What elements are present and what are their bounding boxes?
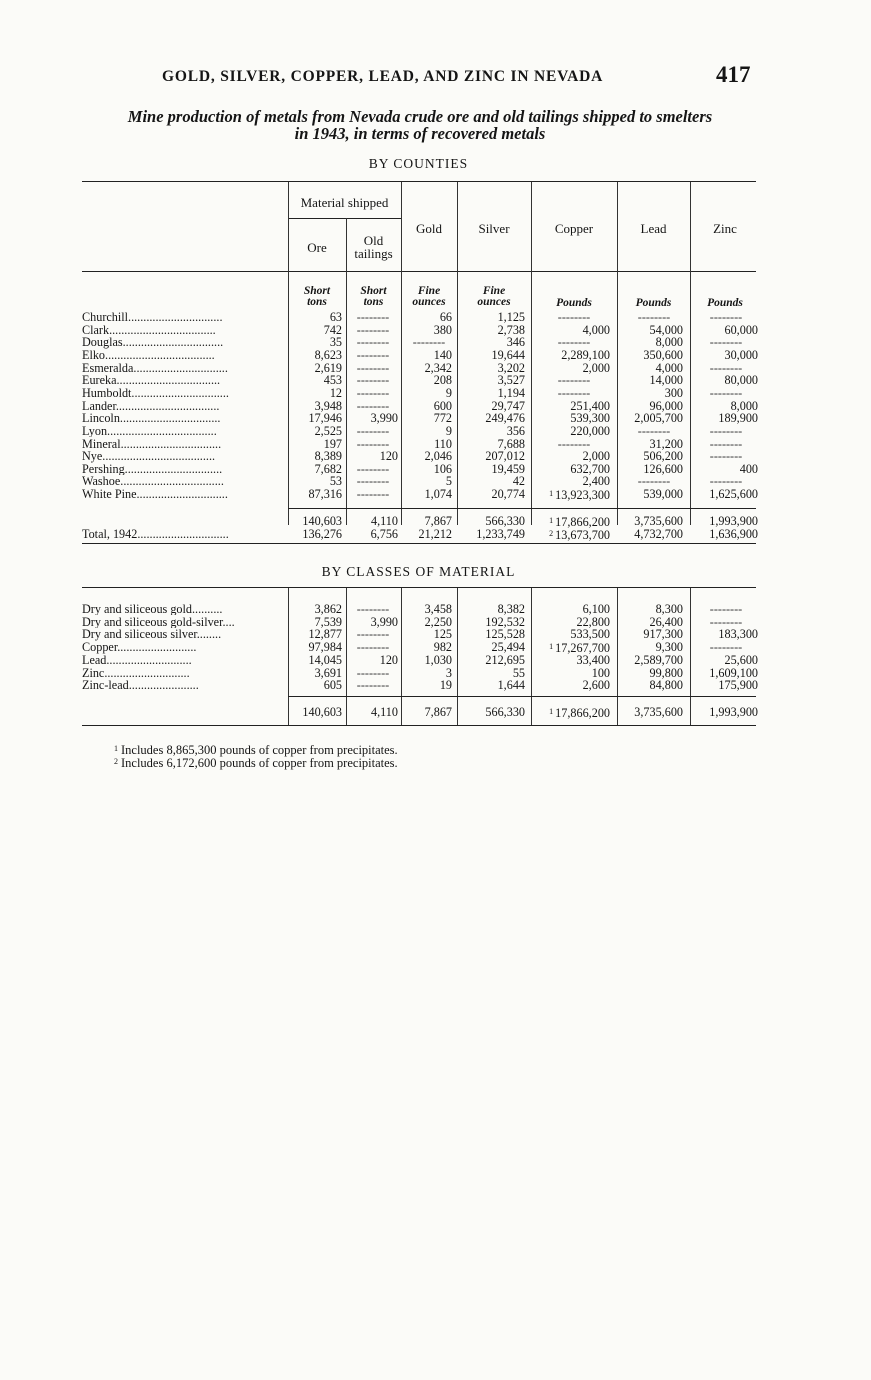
empty-cell-dashes: -------- <box>356 678 390 693</box>
cell-gold: 19 <box>439 678 452 693</box>
row-label: Humboldt................................ <box>82 386 229 400</box>
cell-gold: 5 <box>445 474 452 489</box>
cell-lead: 31,200 <box>649 436 683 451</box>
empty-cell-dashes: -------- <box>356 398 390 413</box>
cell-ore: 53 <box>329 474 342 489</box>
row-label: Churchill............................... <box>82 311 223 324</box>
cell-lead: 26,400 <box>649 614 683 629</box>
cell-zinc: 1,993,900 <box>709 514 758 528</box>
footnote-2-text: Includes 6,172,600 pounds of copper from precipitates. <box>121 756 398 770</box>
cell-ore: 3,691 <box>314 665 342 680</box>
footnote-ref: 1 <box>549 707 554 716</box>
cell-ore: 14,045 <box>308 652 342 667</box>
footnote-ref: 1 <box>549 489 554 499</box>
cell-zinc: 1,636,900 <box>709 527 758 541</box>
empty-cell-dashes: -------- <box>709 614 743 629</box>
cell-lead: 126,600 <box>643 461 683 476</box>
empty-cell-dashes: -------- <box>557 436 591 451</box>
table-row <box>82 311 762 323</box>
empty-cell-dashes: -------- <box>356 474 390 489</box>
cell-value: 17,866,200 <box>555 706 610 720</box>
cell-copper: 632,700 <box>570 461 610 476</box>
cell-value: 13,923,300 <box>555 488 610 503</box>
cell-zinc: 1,993,900 <box>709 705 758 719</box>
cell-tail: 120 <box>379 652 398 667</box>
header-gold: Gold <box>416 221 442 236</box>
cell-lead: 9,300 <box>655 640 683 655</box>
header-material-shipped: Material shipped <box>300 195 389 210</box>
cell-ore: 2,525 <box>314 423 342 438</box>
cell-ore: 35 <box>329 335 342 350</box>
cell-silver: 249,476 <box>485 411 525 426</box>
header-top-rule <box>82 181 756 182</box>
cell-copper: 220,000 <box>570 423 610 438</box>
empty-cell-dashes: -------- <box>709 385 743 400</box>
cell-zinc: 60,000 <box>724 322 758 337</box>
table-row <box>82 412 762 424</box>
empty-cell-dashes: -------- <box>356 310 390 324</box>
table-caption <box>80 108 760 142</box>
cell-gold: 982 <box>433 640 452 655</box>
table-row <box>82 487 762 503</box>
table-row <box>82 374 762 386</box>
cell-lead: 54,000 <box>649 322 683 337</box>
header-old-tailings <box>346 234 401 260</box>
empty-cell-dashes: -------- <box>557 385 591 400</box>
cell-ore: 140,603 <box>302 705 342 719</box>
cell-gold: 600 <box>433 398 452 413</box>
row-label: Pershing................................ <box>82 462 223 476</box>
row-label: Nye..................................... <box>82 450 216 463</box>
classes-subtotal-rule <box>288 696 756 697</box>
row-label: Clark................................... <box>82 323 216 337</box>
cell-copper: 2,600 <box>582 678 610 693</box>
table-row <box>82 475 762 487</box>
header-ore: Ore <box>307 240 327 255</box>
cell-value: 17,866,200 <box>555 515 610 529</box>
cell-tail: 4,110 <box>371 705 398 719</box>
table-row <box>82 679 762 691</box>
table-row <box>82 616 762 628</box>
unit-gold <box>401 286 457 308</box>
running-title: GOLD, SILVER, COPPER, LEAD, AND ZINC IN NEVADA <box>162 68 604 85</box>
table-row <box>82 628 762 640</box>
cell-copper: 100 <box>591 665 610 680</box>
cell-silver: 3,527 <box>497 373 525 388</box>
cell-lead: 3,735,600 <box>634 705 683 719</box>
cell-copper <box>526 706 610 719</box>
unit-copper: Pounds <box>556 297 592 309</box>
empty-cell-dashes: -------- <box>709 360 743 375</box>
row-label: Total, 1942.............................. <box>82 528 229 541</box>
empty-cell-dashes: -------- <box>356 461 390 476</box>
row-label: Zinc-lead....................... <box>82 679 199 692</box>
cell-tail: 3,990 <box>370 411 398 426</box>
row-label: Elko.................................... <box>82 348 215 362</box>
cell-lead: 3,735,600 <box>634 514 683 528</box>
cell-lead: 2,589,700 <box>634 652 683 667</box>
cell-lead: 8,300 <box>655 602 683 616</box>
header-copper: Copper <box>554 221 594 236</box>
row-label: Lander.................................. <box>82 399 220 412</box>
table-row <box>82 362 762 374</box>
cell-gold: 66 <box>439 310 452 324</box>
header-bottom-rule <box>82 271 756 272</box>
cell-silver: 346 <box>506 335 525 350</box>
row-label: Zinc............................ <box>82 666 190 679</box>
table-row <box>82 463 762 475</box>
cell-zinc: 189,900 <box>718 411 758 426</box>
cell-silver: 25,494 <box>491 640 525 655</box>
unit-ore-line2: tons <box>307 296 327 308</box>
table-row <box>82 387 762 399</box>
row-label: White Pine.............................. <box>82 488 228 501</box>
cell-silver: 2,738 <box>497 322 525 337</box>
empty-cell-dashes: -------- <box>709 640 743 655</box>
cell-ore: 136,276 <box>302 527 342 541</box>
empty-cell-dashes: -------- <box>356 373 390 388</box>
table-row <box>82 336 762 348</box>
table-row <box>82 324 762 336</box>
cell-copper: 533,500 <box>570 627 610 642</box>
cell-gold: 1,030 <box>424 652 452 667</box>
row-label: Lyon.................................... <box>82 424 217 438</box>
unit-silver <box>457 286 531 308</box>
footnote-2-mark: 2 <box>114 757 118 766</box>
header-old-tailings-line2: tailings <box>354 246 393 261</box>
cell-copper: 6,100 <box>582 602 610 616</box>
empty-cell-dashes: -------- <box>356 423 390 438</box>
cell-lead: 4,732,700 <box>634 527 683 541</box>
cell-gold: 772 <box>433 411 452 426</box>
cell-silver: 192,532 <box>485 614 525 629</box>
cell-ore: 2,619 <box>314 360 342 375</box>
cell-silver: 566,330 <box>485 705 525 719</box>
footnote-ref: 1 <box>549 516 554 525</box>
cell-silver: 7,688 <box>497 436 525 451</box>
unit-zinc: Pounds <box>707 297 743 309</box>
empty-cell-dashes: -------- <box>356 627 390 642</box>
cell-lead: 917,300 <box>643 627 683 642</box>
cell-silver: 19,459 <box>491 461 525 476</box>
cell-copper <box>526 528 610 541</box>
cell-ore: 197 <box>323 436 342 451</box>
caption-line-1: Mine production of metals from Nevada crude ore and old tailings shipped to smelters <box>127 107 713 126</box>
cell-ore: 605 <box>323 678 342 693</box>
cell-silver: 356 <box>506 423 525 438</box>
cell-gold: 21,212 <box>418 527 452 541</box>
footnote-ref: 1 <box>549 642 554 652</box>
row-label: Eureka.................................. <box>82 374 221 387</box>
cell-silver: 55 <box>512 665 525 680</box>
cell-silver: 19,644 <box>491 347 525 362</box>
cell-copper: 539,300 <box>570 411 610 426</box>
cell-ore: 8,389 <box>314 449 342 464</box>
cell-silver: 1,194 <box>497 385 525 400</box>
cell-gold: 3 <box>445 665 452 680</box>
cell-copper <box>526 515 610 528</box>
cell-ore: 8,623 <box>314 347 342 362</box>
empty-cell-dashes: -------- <box>557 335 591 350</box>
cell-copper: 2,000 <box>582 449 610 464</box>
empty-cell-dashes: -------- <box>709 335 743 350</box>
empty-cell-dashes: -------- <box>356 335 390 350</box>
cell-tail: 4,110 <box>371 514 398 528</box>
cell-lead: 99,800 <box>649 665 683 680</box>
cell-silver: 212,695 <box>485 652 525 667</box>
cell-gold: 7,867 <box>424 514 452 528</box>
cell-silver: 1,644 <box>497 678 525 693</box>
cell-gold: 9 <box>445 385 452 400</box>
empty-cell-dashes: -------- <box>709 602 743 616</box>
cell-ore: 3,948 <box>314 398 342 413</box>
cell-value: 13,673,700 <box>555 528 610 542</box>
empty-cell-dashes: -------- <box>356 602 390 616</box>
table-row <box>82 515 762 527</box>
cell-silver: 29,747 <box>491 398 525 413</box>
cell-silver: 3,202 <box>497 360 525 375</box>
cell-zinc: 30,000 <box>724 347 758 362</box>
cell-zinc: 175,900 <box>718 678 758 693</box>
unit-tailings <box>346 286 401 308</box>
section-title-classes: BY CLASSES OF MATERIAL <box>321 564 516 579</box>
cell-gold: 2,250 <box>424 614 452 629</box>
empty-cell-dashes: -------- <box>709 474 743 489</box>
empty-cell-dashes: -------- <box>709 449 743 464</box>
cell-ore: 453 <box>323 373 342 388</box>
section-title-counties: BY COUNTIES <box>368 156 469 171</box>
cell-gold: 7,867 <box>424 705 452 719</box>
cell-zinc: 25,600 <box>724 652 758 667</box>
empty-cell-dashes: -------- <box>356 640 390 655</box>
cell-silver: 207,012 <box>485 449 525 464</box>
cell-ore: 12 <box>329 385 342 400</box>
empty-cell-dashes: -------- <box>356 360 390 375</box>
cell-ore: 87,316 <box>308 487 342 502</box>
table-row <box>82 667 762 679</box>
cell-silver: 1,125 <box>497 310 525 324</box>
cell-gold: 110 <box>434 436 452 451</box>
cell-ore: 97,984 <box>308 640 342 655</box>
table-row <box>82 438 762 450</box>
unit-gold-line1: Fine <box>417 285 441 297</box>
cell-ore: 3,862 <box>314 602 342 616</box>
unit-silver-line1: Fine <box>482 285 506 297</box>
header-silver: Silver <box>478 221 510 236</box>
empty-cell-dashes: -------- <box>709 310 743 324</box>
table-row <box>82 603 762 615</box>
subtotal-rule <box>288 508 756 509</box>
row-label: Mineral................................. <box>82 437 222 450</box>
footnote-1-mark: 1 <box>114 744 118 753</box>
cell-silver: 125,528 <box>485 627 525 642</box>
cell-silver: 566,330 <box>485 514 525 528</box>
unit-tailings-line2: tons <box>363 296 384 308</box>
cell-copper: 2,400 <box>582 474 610 489</box>
empty-cell-dashes: -------- <box>356 665 390 680</box>
row-label: Lead............................ <box>82 653 192 667</box>
cell-gold: 140 <box>433 347 452 362</box>
cell-copper: 2,000 <box>582 360 610 375</box>
unit-tailings-line1: Short <box>360 285 387 297</box>
footnote-2 <box>114 755 398 770</box>
cell-gold: 208 <box>433 373 452 388</box>
table-row <box>82 654 762 666</box>
row-label: Douglas................................. <box>82 336 224 349</box>
row-label: Dry and siliceous gold.......... <box>82 603 223 616</box>
cell-copper: 251,400 <box>570 398 610 413</box>
empty-cell-dashes: -------- <box>637 423 671 438</box>
header-zinc: Zinc <box>713 221 737 236</box>
cell-gold: 3,458 <box>424 602 452 616</box>
empty-cell-dashes: -------- <box>356 347 390 362</box>
table-row <box>82 528 762 540</box>
table-row <box>82 425 762 437</box>
cell-lead: 4,000 <box>655 360 683 375</box>
cell-lead: 506,200 <box>643 449 683 464</box>
cell-lead: 350,600 <box>643 347 683 362</box>
cell-copper: 33,400 <box>576 652 610 667</box>
cell-gold: 1,074 <box>424 487 452 502</box>
cell-lead: 84,800 <box>649 678 683 693</box>
cell-gold: 125 <box>433 627 452 642</box>
unit-lead: Pounds <box>635 297 672 309</box>
classes-top-rule <box>82 587 756 588</box>
cell-tail: 3,990 <box>370 614 398 629</box>
row-label: Dry and siliceous silver........ <box>82 628 222 641</box>
cell-copper <box>526 488 610 501</box>
header-lead: Lead <box>640 221 667 236</box>
cell-zinc: 80,000 <box>724 373 758 388</box>
cell-ore: 7,682 <box>314 461 342 476</box>
empty-cell-dashes: -------- <box>356 436 390 451</box>
header-old-tailings-line1: Old <box>363 233 384 248</box>
cell-tail: 120 <box>379 449 398 464</box>
table-row <box>82 349 762 361</box>
cell-ore: 742 <box>323 322 342 337</box>
row-label: Esmeralda............................... <box>82 361 228 374</box>
cell-gold: 2,046 <box>424 449 452 464</box>
empty-cell-dashes: -------- <box>356 322 390 337</box>
page-number: 417 <box>716 62 751 87</box>
cell-lead: 2,005,700 <box>634 411 683 426</box>
unit-silver-line2: ounces <box>477 296 511 308</box>
cell-silver: 8,382 <box>497 602 525 616</box>
section-divider-rule <box>82 543 756 544</box>
empty-cell-dashes: -------- <box>637 310 671 324</box>
material-shipped-rule <box>288 218 401 219</box>
cell-zinc: 8,000 <box>730 398 758 413</box>
classes-bottom-rule <box>82 725 756 726</box>
cell-lead: 14,000 <box>649 373 683 388</box>
cell-copper: 2,289,100 <box>561 347 610 362</box>
cell-ore: 12,877 <box>308 627 342 642</box>
cell-value: 17,267,700 <box>555 641 610 656</box>
cell-silver: 1,233,749 <box>476 527 525 541</box>
cell-lead: 8,000 <box>655 335 683 350</box>
cell-silver: 20,774 <box>491 487 525 502</box>
empty-cell-dashes: -------- <box>412 335 446 350</box>
unit-gold-line2: ounces <box>412 296 446 308</box>
unit-ore-line1: Short <box>303 285 331 297</box>
empty-cell-dashes: -------- <box>709 423 743 438</box>
cell-gold: 9 <box>445 423 452 438</box>
empty-cell-dashes: -------- <box>637 474 671 489</box>
empty-cell-dashes: -------- <box>557 373 591 388</box>
cell-ore: 140,603 <box>302 514 342 528</box>
row-label: Lincoln................................. <box>82 412 221 425</box>
row-label: Copper.......................... <box>82 641 197 654</box>
caption-line-2: in 1943, in terms of recovered metals <box>294 124 546 143</box>
cell-zinc: 400 <box>739 461 758 476</box>
cell-copper: 22,800 <box>576 614 610 629</box>
cell-lead: 539,000 <box>643 487 683 502</box>
table-row <box>82 450 762 462</box>
unit-ore <box>288 286 346 308</box>
cell-zinc: 1,609,100 <box>709 665 758 680</box>
cell-lead: 96,000 <box>649 398 683 413</box>
empty-cell-dashes: -------- <box>356 385 390 400</box>
row-label: Dry and siliceous gold-silver.... <box>82 615 235 629</box>
empty-cell-dashes: -------- <box>557 310 591 324</box>
footnote-ref: 2 <box>549 529 554 538</box>
cell-tail: 6,756 <box>370 527 398 541</box>
table-row <box>82 706 762 718</box>
table-row <box>82 640 762 656</box>
row-label: Washoe.................................. <box>82 475 224 488</box>
table-row <box>82 400 762 412</box>
cell-silver: 42 <box>512 474 525 489</box>
cell-copper: 4,000 <box>582 322 610 337</box>
cell-gold: 380 <box>433 322 452 337</box>
empty-cell-dashes: -------- <box>709 436 743 451</box>
footnote-1-text: Includes 8,865,300 pounds of copper from precipitates. <box>121 743 398 757</box>
cell-gold: 2,342 <box>424 360 452 375</box>
cell-zinc: 183,300 <box>718 627 758 642</box>
cell-gold: 106 <box>433 461 452 476</box>
cell-ore: 7,539 <box>314 614 342 629</box>
cell-ore: 63 <box>329 310 342 324</box>
empty-cell-dashes: -------- <box>356 487 390 502</box>
cell-zinc: 1,625,600 <box>709 487 758 502</box>
cell-ore: 17,946 <box>308 411 342 426</box>
cell-lead: 300 <box>664 385 683 400</box>
